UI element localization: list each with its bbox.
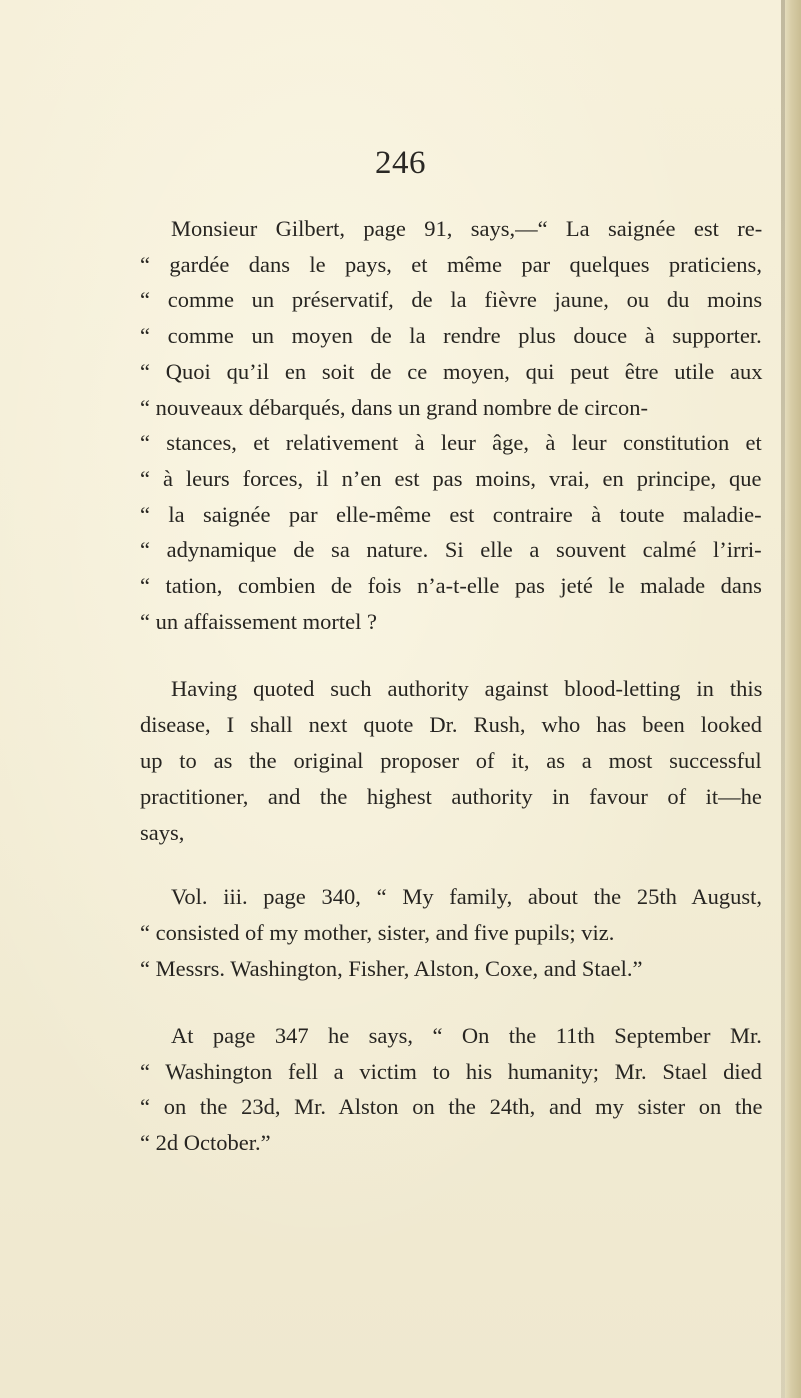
text-line: “ on the 23d, Mr. Alston on the 24th, and my sister on the bbox=[140, 1094, 763, 1119]
text-line: “ Messrs. Washington, Fisher, Alston, Coxe, and Stael.” bbox=[140, 956, 643, 981]
text-line: At page 347 he says, “ On the 11th September Mr. bbox=[171, 1023, 762, 1048]
page-edge bbox=[785, 0, 801, 1398]
page-number: 246 bbox=[375, 145, 426, 181]
text-line: “ à leurs forces, il n’en est pas moins, vrai, en principe, que bbox=[140, 466, 762, 491]
text-line: disease, I shall next quote Dr. Rush, who has been looked bbox=[140, 712, 763, 737]
text-line: “ la saignée par elle-même est contraire à toute maladie- bbox=[140, 502, 762, 527]
text-line: “ nouveaux débarqués, dans un grand nombre de circon- bbox=[140, 395, 648, 420]
text-line: “ tation, combien de fois n’a-t-elle pas jeté le malade dans bbox=[140, 573, 762, 598]
text-line: says, bbox=[140, 820, 185, 845]
text-line: “ 2d October.” bbox=[140, 1130, 271, 1155]
text-line: “ consisted of my mother, sister, and five pupils; viz. bbox=[140, 920, 615, 945]
text-line: “ Washington fell a victim to his humanity; Mr. Stael died bbox=[140, 1059, 762, 1084]
text-line: Monsieur Gilbert, page 91, says,—“ La saignée est re- bbox=[171, 216, 763, 241]
text-line: practitioner, and the highest authority in favour of it—he bbox=[140, 784, 762, 809]
text-line: “ stances, et relativement à leur âge, à leur constitution et bbox=[140, 430, 762, 455]
text-line: “ Quoi qu’il en soit de ce moyen, qui peut être utile aux bbox=[140, 359, 763, 384]
text-line: Vol. iii. page 340, “ My family, about the 25th August, bbox=[171, 884, 762, 909]
text-line: up to as the original proposer of it, as a most successful bbox=[140, 748, 762, 773]
text-line: Having quoted such authority against blood-letting in this bbox=[171, 676, 763, 701]
text-line: “ un affaissement mortel ? bbox=[140, 609, 377, 634]
text-line: “ gardée dans le pays, et même par quelques praticiens, bbox=[140, 252, 762, 277]
text-line: “ comme un préservatif, de la fièvre jaune, ou du moins bbox=[140, 287, 763, 312]
text-line: “ comme un moyen de la rendre plus douce à supporter. bbox=[140, 323, 762, 348]
text-line: “ adynamique de sa nature. Si elle a souvent calmé l’irri- bbox=[140, 537, 762, 562]
